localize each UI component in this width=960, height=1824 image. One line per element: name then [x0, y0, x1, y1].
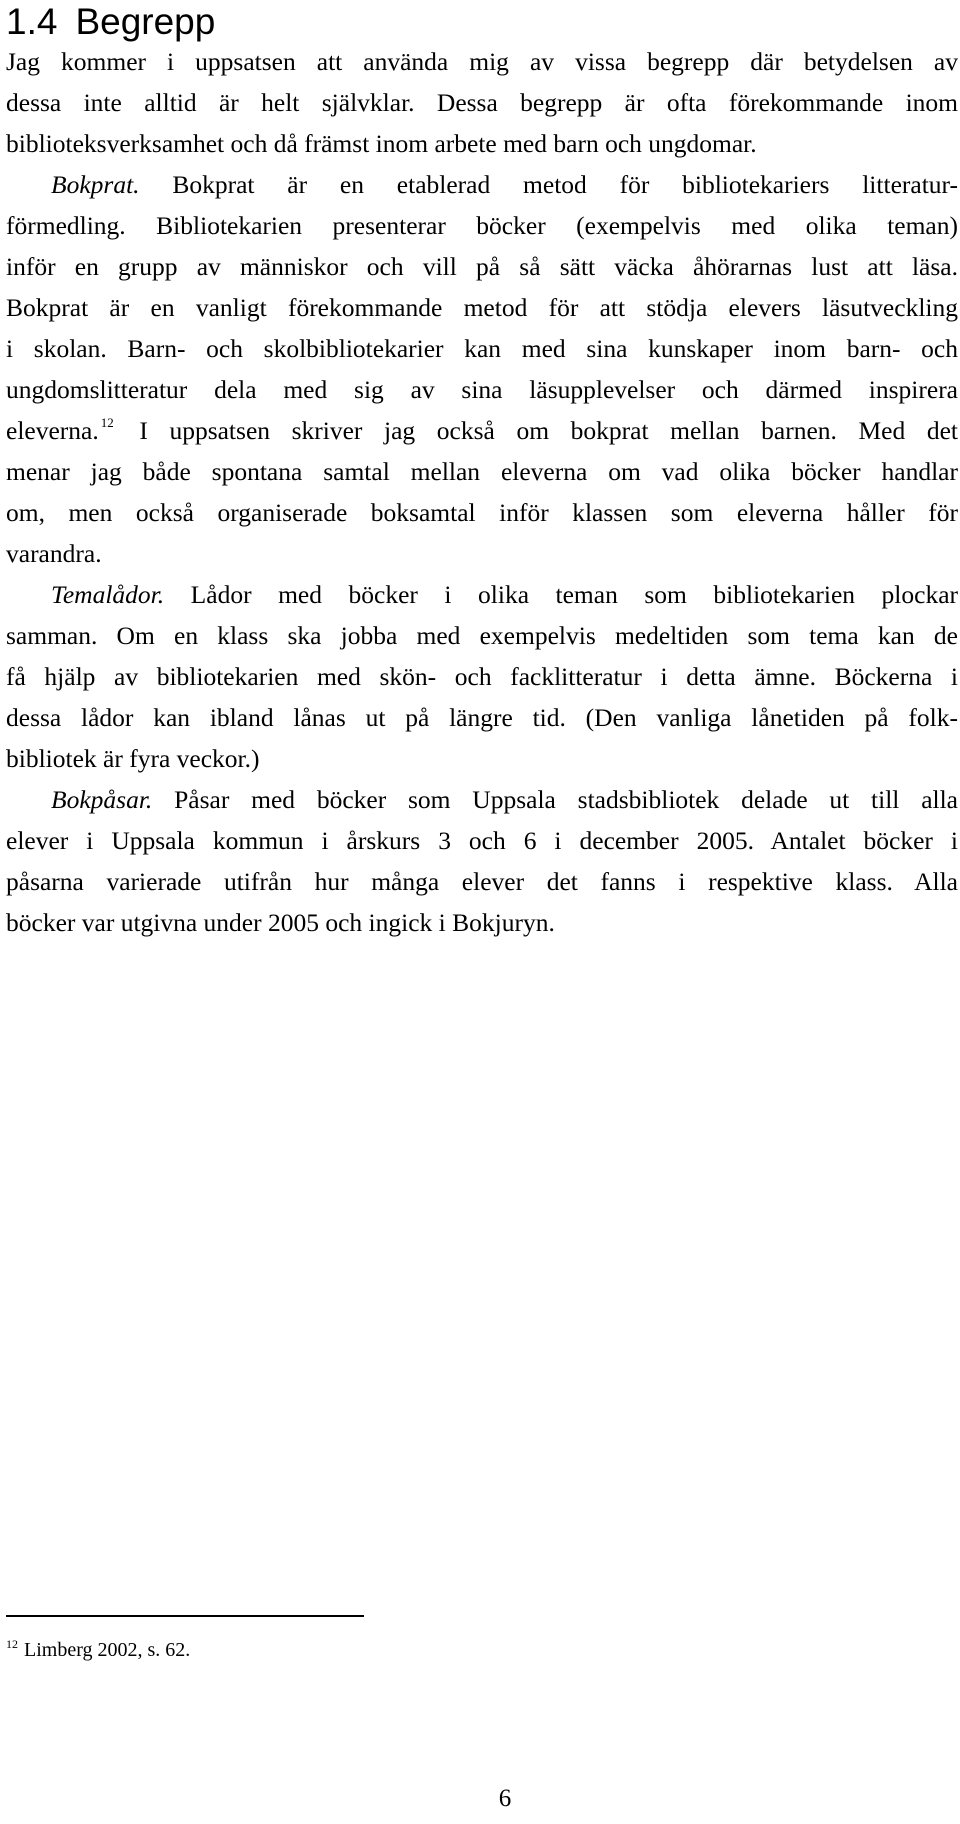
section-heading: [6, 0, 215, 44]
bokpasar-line-4: böcker var utgivna under 2005 och ingick i Bokjuryn.: [6, 908, 555, 937]
intro-line-2: dessa inte alltid är helt självklar. Dessa begrepp är ofta förekommande inom: [6, 88, 958, 117]
bokprat-line-1: Bokprat är en etablerad metod för bibliotekariers litteratur-: [172, 170, 958, 199]
intro-line-1: Jag kommer i uppsatsen att använda mig av vissa begrepp där betydelsen av: [6, 47, 958, 76]
page-number: 6: [498, 1785, 512, 1812]
bokprat-line-3: inför en grupp av människor och vill på så sätt väcka åhörarnas lust att läsa.: [6, 252, 958, 281]
bokprat-line-10: varandra.: [6, 539, 102, 568]
temaladar-line-3: få hjälp av bibliotekarien med skön- och facklitteratur i detta ämne. Böckerna i: [6, 662, 958, 691]
temaladar-first-line: [6, 574, 958, 615]
bokprat-line-5: i skolan. Barn- och skolbibliotekarier kan med sina kunskaper inom barn- och: [6, 334, 958, 363]
intro-line-3: biblioteksverksamhet och då främst inom arbete med barn och ungdomar.: [6, 129, 757, 158]
bokprat-first-line: [6, 164, 958, 205]
bokprat-term: Bokprat.: [51, 170, 140, 199]
temaladar-line-1: Lådor med böcker i olika teman som bibliotekarien plockar: [190, 580, 959, 609]
bokpasar-term: Bokpåsar.: [51, 785, 153, 814]
temaladar-term: Temalådor.: [51, 580, 165, 609]
bokprat-line-2: förmedling. Bibliotekarien presenterar böcker (exempelvis med olika teman): [6, 211, 958, 240]
bokprat-line-7-start: eleverna.: [6, 416, 99, 445]
footnote-marker: 12: [6, 1637, 18, 1651]
bokprat-line-7-end: I uppsatsen skriver jag också om bokprat mellan barnen. Med det: [139, 416, 958, 445]
bokprat-line-4: Bokprat är en vanligt förekommande metod för att stödja elevers läsutveckling: [6, 293, 958, 322]
bokpasar-line-3: påsarna varierade utifrån hur många elever det fanns i respektive klass. Alla: [6, 867, 958, 896]
bokpasar-line-1: Påsar med böcker som Uppsala stadsbibliotek delade ut till alla: [174, 785, 958, 814]
temaladar-line-2: samman. Om en klass ska jobba med exempelvis medeltiden som tema kan de: [6, 621, 958, 650]
bokpasar-first-line: [6, 779, 958, 820]
footnote: [6, 1636, 190, 1664]
section-title: Begrepp: [75, 1, 216, 42]
bokprat-line-7: [6, 410, 958, 451]
bokprat-line-8: menar jag både spontana samtal mellan eleverna om vad olika böcker handlar: [6, 457, 958, 486]
bokpasar-line-2: elever i Uppsala kommun i årskurs 3 och 6 i december 2005. Antalet böcker i: [6, 826, 958, 855]
temaladar-line-5: bibliotek är fyra veckor.): [6, 744, 260, 773]
temaladar-line-4: dessa lådor kan ibland lånas ut på längre tid. (Den vanliga lånetiden på folk-: [6, 703, 958, 732]
footnote-text: Limberg 2002, s. 62.: [24, 1639, 191, 1661]
bokprat-line-9: om, men också organiserade boksamtal inför klassen som eleverna håller för: [6, 498, 958, 527]
section-number: 1.4: [6, 1, 58, 42]
footnote-separator: [6, 1615, 364, 1617]
footnote-reference[interactable]: 12: [100, 415, 114, 430]
bokprat-line-6: ungdomslitteratur dela med sig av sina läsupplevelser och därmed inspirera: [6, 375, 958, 404]
